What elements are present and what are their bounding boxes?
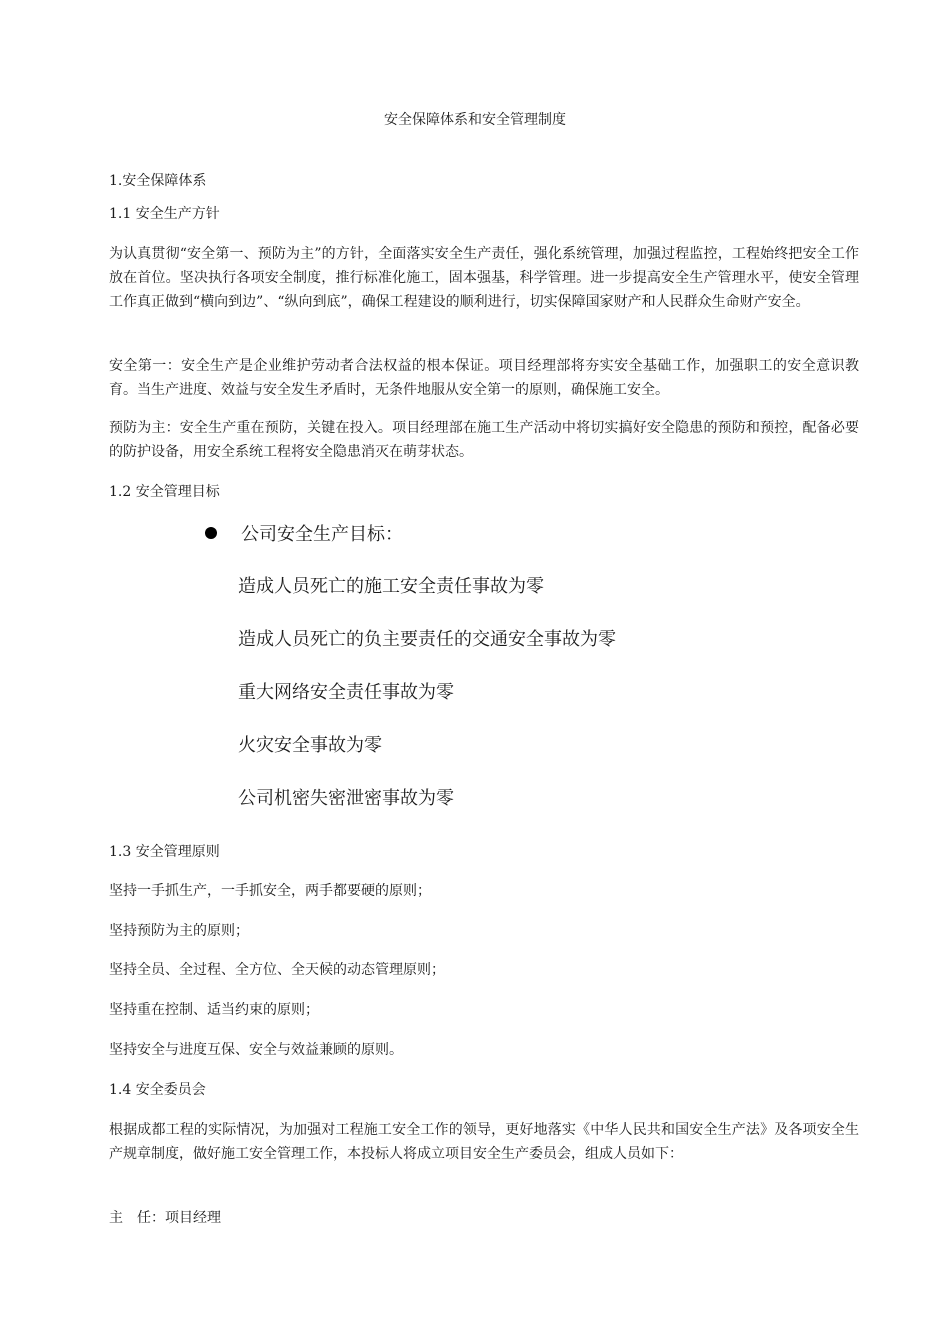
section-heading-1-2: 1.2 安全管理目标 <box>109 484 220 500</box>
principle-item: 坚持安全与进度互保、安全与效益兼顾的原则。 <box>109 1042 403 1058</box>
section-heading-1: 1.安全保障体系 <box>109 173 207 189</box>
prevention-paragraph: 预防为主：安全生产重在预防，关键在投入。项目经理部在施工生产活动中将切实搞好安全隐患的预防和预控，配备必要的防护设备，用安全系统工程将安全隐患消灭在萌芽状态。 <box>109 420 859 460</box>
goal-item: 造成人员死亡的施工安全责任事故为零 <box>238 576 544 597</box>
goal-item: 重大网络安全责任事故为零 <box>238 682 454 703</box>
committee-member: 主 任：项目经理 <box>109 1210 221 1226</box>
goal-item: 公司机密失密泄密事故为零 <box>238 788 454 809</box>
safety-first-paragraph: 安全第一：安全生产是企业维护劳动者合法权益的根本保证。项目经理部将夯实安全基础工作，加强职工的安全意识教育。当生产进度、效益与安全发生矛盾时，无条件地服从安全第一的原则，确保施工安全。 <box>109 358 859 398</box>
principle-item: 坚持预防为主的原则； <box>109 923 249 939</box>
principle-item: 坚持重在控制、适当约束的原则； <box>109 1002 319 1018</box>
principle-item: 坚持全员、全过程、全方位、全天候的动态管理原则； <box>109 962 445 978</box>
principle-item: 坚持一手抓生产，一手抓安全，两手都要硬的原则； <box>109 883 431 899</box>
committee-paragraph: 根据成都工程的实际情况，为加强对工程施工安全工作的领导，更好地落实《中华人民共和国安全生产法》及各项安全生产规章制度，做好施工安全管理工作，本投标人将成立项目安全生产委员会，组成人员如下： <box>109 1122 859 1162</box>
document-title: 安全保障体系和安全管理制度 <box>384 112 566 128</box>
goal-item: 火灾安全事故为零 <box>238 735 382 756</box>
goal-item: 造成人员死亡的负主要责任的交通安全事故为零 <box>238 629 616 650</box>
section-heading-1-4: 1.4 安全委员会 <box>109 1082 206 1098</box>
bullet-item <box>205 522 403 548</box>
section-heading-1-1: 1.1 安全生产方针 <box>109 206 220 222</box>
bullet-dot-icon <box>205 527 217 539</box>
section-heading-1-3: 1.3 安全管理原则 <box>109 844 220 860</box>
bullet-label: 公司安全生产目标： <box>241 524 403 545</box>
policy-paragraph: 为认真贯彻“安全第一、预防为主”的方针，全面落实安全生产责任，强化系统管理，加强过程监控，工程始终把安全工作放在首位。坚决执行各项安全制度，推行标准化施工，固本强基，科学管理。进一步提高安全生产管理水平，使安全管理工作真正做到“横向到边”、“纵向到底”，确保工程建设的顺利进行，切实保障国家财产和人民群众生命财产安全。 <box>109 246 859 310</box>
